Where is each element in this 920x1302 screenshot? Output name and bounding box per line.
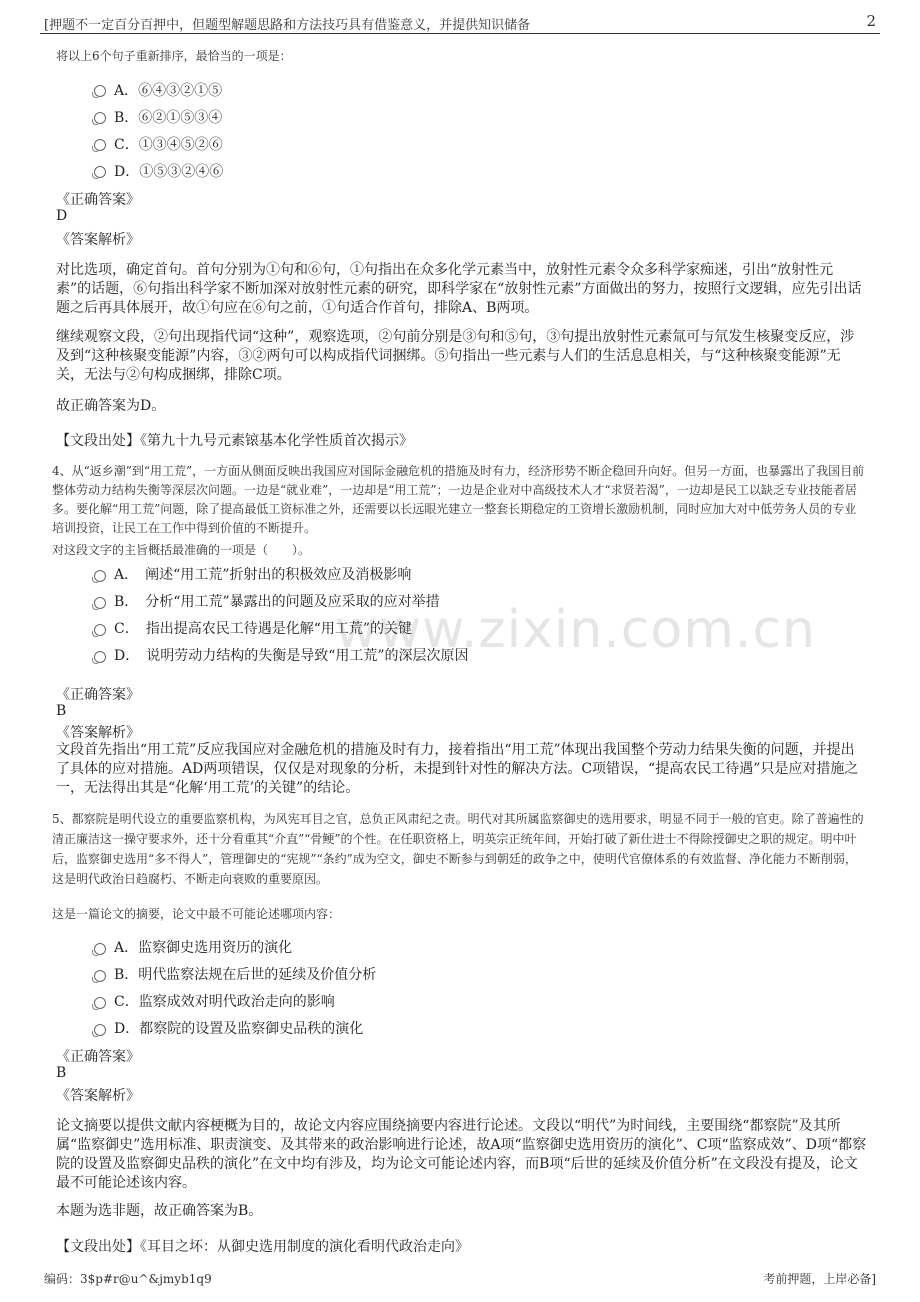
q4-option-a-radio[interactable] xyxy=(94,570,106,582)
q4-answer: B xyxy=(56,703,67,719)
q3-answer: D xyxy=(56,208,68,224)
q3-option-a-radio[interactable] xyxy=(94,85,106,97)
q4-passage: 4、从“返乡潮”到“用工荒”，一方面从侧面反映出我国应对国际金融危机的措施及时有力，经济形势不断企稳回升向好。但另一方面，也暴露出了我国目前整体劳动力结构失衡等深层次问题。一边是“就业难”，一边却是“用工荒”；一边是企业对中高级技术人才“求贤若渴”，一边却是民工以缺乏专业技能者居多。要化解“用工荒”问题，除了提高最低工资标准之外，还需要以长远眼光建立一整套长期稳定的工资增长激励机制，同时应加大对中低劳务人员的专业培训投资，让民工在工作中得到价值的不断提升。 xyxy=(52,464,865,535)
q3-option-a[interactable]: A．⑥④③②①⑤ xyxy=(114,83,223,99)
q4-question: 对这段文字的主旨概括最准确的一项是（ ）。 xyxy=(52,543,311,557)
footer-slogan: 考前押题，上岸必备] xyxy=(763,1272,876,1286)
q3-option-b-radio[interactable] xyxy=(94,112,106,124)
page-number: 2 xyxy=(866,12,876,30)
q4-option-b-radio[interactable] xyxy=(94,597,106,609)
q5-answer: B xyxy=(56,1065,67,1081)
q3-analysis-paragraph: 继续观察文段，②句出现指代词“这种”，观察选项，②句前分别是③句和⑤句，③句提出放射性元素氚可与氘发生核聚变反应，涉及到“这种核聚变能源”内容，③②两句可以构成指代词捆绑。⑤句指出一些元素与人们的生活息息相关，与“这种核聚变能源”无关，无法与②句构成捆绑，排除C项。 xyxy=(56,329,855,383)
header-divider xyxy=(40,33,880,34)
footer-code: 编码：3$p#r@u^&jmyb1q9 xyxy=(44,1272,212,1286)
q5-option-a-radio[interactable] xyxy=(94,943,106,955)
q5-option-b-radio[interactable] xyxy=(94,970,106,982)
q3-option-c-radio[interactable] xyxy=(94,139,106,151)
q5-option-b[interactable]: B．明代监察法规在后世的延续及价值分析 xyxy=(114,967,377,983)
q5-option-d[interactable]: D．都察院的设置及监察御史品秩的演化 xyxy=(114,1021,364,1037)
q5-passage: 5、都察院是明代设立的重要监察机构，为风宪耳目之官，总负正风肃纪之责。明代对其所属监察御史的选用要求，明显不同于一般的官吏。除了普遍性的清正廉洁这一操守要求外，还十分看重其“介直”“骨鲠”的个性。在任职资格上，明英宗正统年间，开始打破了新仕进士不得除授御史之职的规定。明中叶后，监察御史选用“多不得人”，管理御史的“宪规”“条约”成为空文，御史不断参与到朝廷的政争之中，使明代官僚体系的有效监督、净化能力不断削弱，这是明代政治日趋腐朽、不断走向衰败的重要原因。 xyxy=(52,812,864,886)
q3-option-c[interactable]: C．①③④⑤②⑥ xyxy=(114,137,223,153)
q5-question: 这是一篇论文的摘要，论文中最不可能论述哪项内容： xyxy=(52,907,341,921)
q5-analysis-paragraph: 论文摘要以提供文献内容梗概为目的，故论文内容应围绕摘要内容进行论述。文段以“明代”为时间线，主要围绕“都察院”及其所属“监察御史”选用标准、职责演变、及其带来的政治影响进行论述，故A项“监察御史选用资历的演化”、C项“监察成效”、D项“都察院的设置及监察御史品秩的演化”在文中均有涉及，均为论文可能论述内容，而B项“后世的延续及价值分析”在文段没有提及，论文最不可能论述该内容。 xyxy=(56,1118,867,1191)
q4-option-b[interactable]: B． 分析“用工荒”暴露出的问题及应采取的应对举措 xyxy=(114,594,440,610)
q4-option-d[interactable]: D． 说明劳动力结构的失衡是导致“用工荒”的深层次原因 xyxy=(114,648,469,664)
q3-answer-label: 《正确答案》 xyxy=(56,192,140,208)
q3-source: 【文段出处】《第九十九号元素锿基本化学性质首次揭示》 xyxy=(56,433,413,449)
q4-option-d-radio[interactable] xyxy=(94,651,106,663)
q4-option-a[interactable]: A． 阐述“用工荒”折射出的积极效应及消极影响 xyxy=(114,567,412,583)
q3-analysis-label: 《答案解析》 xyxy=(56,232,140,248)
q5-option-c[interactable]: C．监察成效对明代政治走向的影响 xyxy=(114,994,335,1010)
q4-option-c-radio[interactable] xyxy=(94,624,106,636)
q5-source: 【文段出处】《耳目之坏：从御史选用制度的演化看明代政治走向》 xyxy=(56,1239,469,1255)
q4-analysis: 文段首先指出“用工荒”反应我国应对金融危机的措施及时有力，接着指出“用工荒”体现出我国整个劳动力结果失衡的问题，并提出了具体的应对措施。AD两项错误，仅仅是对现象的分析，未提到针对性的解决方法。C项错误，“提高农民工待遇”只是应对措施之一，无法得出其是“化解‘用工荒’的关键”的结论。 xyxy=(56,742,859,796)
q3-analysis-conclusion: 故正确答案为D。 xyxy=(56,398,166,414)
q3-option-d-radio[interactable] xyxy=(94,166,106,178)
q3-option-d[interactable]: D．①⑤③②④⑥ xyxy=(114,164,224,180)
q4-answer-label: 《正确答案》 xyxy=(56,687,140,703)
q5-analysis-label: 《答案解析》 xyxy=(56,1088,140,1104)
q5-option-d-radio[interactable] xyxy=(94,1024,106,1036)
q5-answer-label: 《正确答案》 xyxy=(56,1049,140,1065)
q4-analysis-label: 《答案解析》 xyxy=(56,725,140,741)
q5-option-c-radio[interactable] xyxy=(94,997,106,1009)
q3-option-b[interactable]: B．⑥②①⑤③④ xyxy=(114,110,223,126)
q5-option-a[interactable]: A．监察御史选用资历的演化 xyxy=(114,940,293,956)
watermark: www.zixin.com.cn xyxy=(335,600,816,660)
q3-prompt: 将以上6个句子重新排序，最恰当的一项是： xyxy=(56,49,292,63)
q5-analysis-conclusion: 本题为选非题，故正确答案为B。 xyxy=(56,1203,263,1219)
q3-analysis-paragraph: 对比选项，确定首句。首句分别为①句和⑥句，①句指出在众多化学元素当中，放射性元素令众多科学家痴迷，引出“放射性元素”的话题，⑥句指出科学家不断加深对放射性元素的研究，即科学家在“放射性元素”方面做出的努力，按照行文逻辑，应先引出话题之后再具体展开，故①句应在⑥句之前，①句适合作首句，排除A、B两项。 xyxy=(56,262,862,316)
header-text: [押题不一定百分百押中，但题型解题思路和方法技巧具有借鉴意义，并提供知识储备 xyxy=(44,18,531,33)
q4-option-c[interactable]: C． 指出提高农民工待遇是化解“用工荒”的关键 xyxy=(114,621,413,637)
